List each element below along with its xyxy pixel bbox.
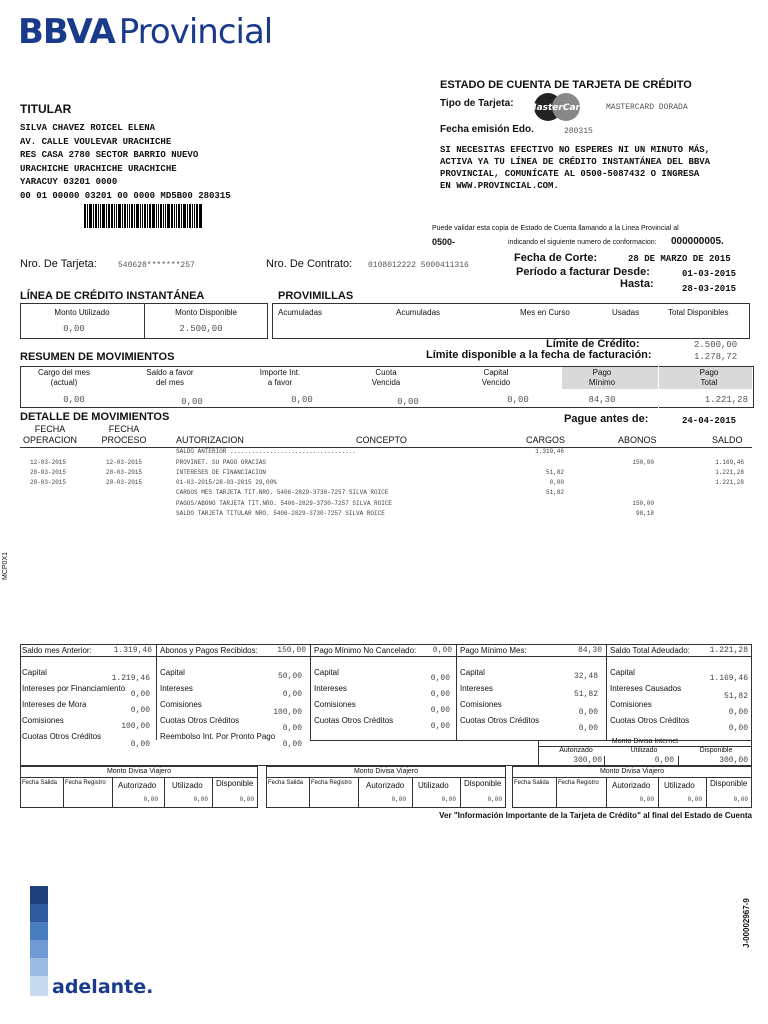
provimillas-header: Acumuladas [278, 308, 323, 317]
summary-header-min-payment: Pago Mínimo [588, 368, 616, 387]
promo-line: ACTIVA YA TU LÍNEA DE CRÉDITO INSTANTÁNEA DEL BBVA [440, 157, 711, 167]
travel-header: Autorizado [366, 781, 405, 790]
pay-before-label: Pague antes de: [564, 413, 649, 425]
internet-value: 300,00 [719, 756, 748, 765]
holder-line: 00 01 00000 03201 00 0000 MD5B00 280315 [20, 190, 231, 201]
travel-header: Autorizado [118, 781, 157, 790]
row-op-date: 28-03-2015 [30, 469, 67, 476]
holder-address [20, 122, 231, 203]
col5-value: 0,00 [728, 708, 748, 717]
summary-value: 0,00 [397, 397, 419, 407]
period-to-label: Hasta: [620, 278, 654, 290]
total-due-label: Saldo Total Adeudado: [610, 646, 690, 655]
col4-value: 32,48 [573, 672, 598, 681]
row-proc-date: 28-03-2015 [106, 469, 143, 476]
row-op-date: 28-03-2015 [30, 479, 67, 486]
col-operation-date: FECHA OPERACION [22, 424, 77, 445]
internet-currency-title: Monto Divisa Internet [611, 738, 679, 745]
min-unpaid-label: Pago Mínimo No Cancelado: [314, 646, 417, 655]
col5-value: 51,82 [723, 692, 748, 701]
row-charge: 51,82 [545, 489, 564, 496]
travel-header: Utilizado [664, 781, 695, 790]
table-row [0, 479, 768, 489]
internet-value: 300,00 [573, 756, 602, 765]
row-charge: 51,82 [545, 469, 564, 476]
col2-label: Comisiones [160, 700, 202, 709]
document-code: J-00002967-9 [742, 898, 751, 948]
travel-header: Fecha Salida [514, 780, 550, 786]
card-type-label: Tipo de Tarjeta: [440, 98, 514, 109]
row-concept: INTERESES DE FINANCIACION [176, 469, 267, 476]
credit-limit-label: Límite de Crédito: [546, 338, 640, 350]
col3-label: Cuotas Otros Créditos [314, 716, 394, 725]
row-concept: SALDO ANTERIOR ................................... [176, 448, 357, 455]
summary-header-capital: Capital Vencido [481, 368, 511, 387]
prev-balance-label: Saldo mes Anterior: [22, 646, 92, 655]
travel-currency-title: Monto Divisa Viajero [106, 768, 172, 775]
cutoff-label: Fecha de Corte: [514, 252, 598, 264]
validation-hint: indicando el siguiente numero de conformacion: [508, 239, 657, 246]
travel-value: 0,00 [639, 796, 654, 803]
table-row [0, 510, 768, 520]
col3-value: 0,00 [430, 722, 450, 731]
card-number-value: 540628*******257 [118, 261, 195, 270]
col4-label: Comisiones [460, 700, 502, 709]
row-payment: 150,00 [632, 500, 654, 507]
col1-value: 1.219,46 [111, 674, 150, 683]
col3-label: Comisiones [314, 700, 356, 709]
col5-value: 0,00 [728, 724, 748, 733]
col3-value: 0,00 [430, 674, 450, 683]
holder-line: SILVA CHAVEZ ROICEL ELENA [20, 123, 156, 133]
adelante-slogan: adelante. [52, 976, 154, 998]
holder-line: YARACUY 03201 0000 [20, 177, 118, 187]
table-row [0, 500, 768, 510]
table-row [0, 489, 768, 499]
col-charges: CARGOS [526, 435, 566, 445]
row-op-date: 12-03-2015 [30, 459, 67, 466]
holder-label: TITULAR [20, 102, 72, 116]
travel-value: 0,00 [441, 796, 456, 803]
col2-value: 0,00 [282, 690, 302, 699]
internet-value: 0,00 [654, 756, 674, 765]
summary-value: 0,00 [291, 395, 313, 405]
col4-label: Capital [460, 668, 485, 677]
travel-header: Autorizado [612, 781, 651, 790]
available-limit-label: Límite disponible a la fecha de facturación: [426, 349, 652, 361]
validation-phone: 0500- [432, 237, 456, 247]
holder-line: AV. CALLE VOULEVAR URACHICHE [20, 136, 172, 147]
summary-header-charge: Cargo del mes (actual) [37, 368, 91, 387]
min-unpaid-value: 0,00 [432, 646, 452, 655]
row-concept: PROVINET. SU PAGO GRACIAS [176, 459, 267, 466]
col2-label: Capital [160, 668, 185, 677]
footer-note: Ver "Información Importante de la Tarjeta de Crédito" al final del Estado de Cuenta [439, 811, 752, 820]
col-concept: CONCEPTO [356, 435, 407, 445]
col2-value: 0,00 [282, 740, 302, 749]
period-from-value: 01-03-2015 [682, 269, 737, 279]
col4-label: Intereses [460, 684, 493, 693]
period-to-value: 28-03-2015 [682, 284, 737, 294]
total-due-value: 1.221,28 [709, 646, 748, 655]
col1-label: Intereses por Financiamiento [22, 684, 126, 693]
col3-label: Intereses [314, 684, 347, 693]
travel-header: Disponible [464, 779, 502, 788]
travel-header: Fecha Registro [558, 780, 599, 786]
travel-header: Fecha Registro [311, 780, 352, 786]
travel-header: Utilizado [418, 781, 449, 790]
col1-label: Comisiones [22, 716, 64, 725]
summary-header-total-payment: Pago Total [699, 368, 719, 387]
col5-label: Comisiones [610, 700, 652, 709]
row-balance: 1.221,28 [715, 469, 744, 476]
col1-value: 100,00 [121, 722, 150, 731]
col1-value: 0,00 [130, 706, 150, 715]
col1-value: 0,00 [130, 740, 150, 749]
col5-value: 1.169,46 [709, 674, 748, 683]
col2-label: Cuotas Otros Créditos [160, 716, 240, 725]
travel-header: Utilizado [172, 781, 203, 790]
col-balance: SALDO [712, 435, 743, 445]
mastercard-logo-text: MasterCard [530, 103, 584, 113]
row-concept: CARGOS MES TARJETA TIT.NRO. 5406-2829-3730-7257 SILVA ROICE [176, 489, 389, 496]
payments-received-label: Abonos y Pagos Recibidos: [160, 646, 258, 655]
col3-value: 0,00 [430, 706, 450, 715]
travel-value: 0,00 [143, 796, 158, 803]
used-amount-label: Monto Utilizado [54, 308, 110, 317]
row-payment: 150,00 [632, 459, 654, 466]
row-concept: 01-03-2015/28-03-2015 29,00% [176, 479, 277, 486]
col1-label: Cuotas Otros Créditos [22, 732, 102, 741]
summary-value: 0,00 [63, 395, 85, 405]
statement-title: ESTADO DE CUENTA DE TARJETA DE CRÉDITO [440, 79, 692, 91]
row-balance: 1.221,28 [715, 479, 744, 486]
pay-before-value: 24-04-2015 [682, 416, 737, 426]
provimillas-title: PROVIMILLAS [278, 290, 354, 302]
travel-value: 0,00 [487, 796, 502, 803]
col2-value: 0,00 [282, 724, 302, 733]
holder-line: URACHICHE URACHICHE URACHICHE [20, 163, 177, 174]
side-code: MCP0X1 [2, 551, 9, 580]
card-type-value: MASTERCARD DORADA [606, 103, 688, 112]
table-row [0, 469, 768, 479]
period-from-label: Período a facturar Desde: [516, 266, 650, 278]
cutoff-value: 28 DE MARZO DE 2015 [628, 254, 731, 264]
row-balance: 1.169,46 [715, 459, 744, 466]
prev-balance-value: 1.319,46 [113, 646, 152, 655]
row-concept: SALDO TARJETA TITULAR NRO. 5406-2829-3730-7257 SILVA ROICE [176, 510, 385, 517]
summary-total-payment-value: 1.221,28 [704, 395, 748, 405]
available-limit-value: 1.278,72 [694, 352, 738, 362]
promo-line: SI NECESITAS EFECTIVO NO ESPERES NI UN MINUTO MÁS, [440, 145, 711, 155]
travel-value: 0,00 [391, 796, 406, 803]
validation-note: Puede validar esta copia de Estado de Cuenta llamando a la Linea Provincial al [432, 225, 679, 232]
provimillas-header: Usadas [612, 308, 640, 317]
col2-label: Intereses [160, 684, 193, 693]
col1-value: 0,00 [130, 690, 150, 699]
internet-header: Autorizado [559, 747, 593, 754]
contract-value: 0108012222 5000411316 [368, 261, 469, 270]
col3-value: 0,00 [430, 690, 450, 699]
col-process-date: FECHA PROCESO [101, 424, 147, 445]
col4-value: 0,00 [578, 708, 598, 717]
travel-header: Disponible [216, 779, 254, 788]
card-number-label: Nro. De Tarjeta: [20, 258, 97, 270]
travel-currency-title: Monto Divisa Viajero [599, 768, 665, 775]
col2-value: 50,00 [277, 672, 302, 681]
contract-label: Nro. De Contrato: [266, 258, 353, 270]
provimillas-header: Acumuladas [396, 308, 441, 317]
summary-value: 0,00 [507, 395, 529, 405]
col5-label: Cuotas Otros Créditos [610, 716, 690, 725]
summary-value: 0,00 [181, 397, 203, 407]
promo-message [440, 144, 710, 192]
credit-limit-value: 2.500,00 [694, 340, 738, 350]
summary-header-installment: Cuota Vencida [371, 368, 401, 387]
available-amount-label: Monto Disponible [175, 308, 237, 317]
bbva-provincial-logo [18, 12, 272, 52]
table-row [0, 459, 768, 469]
travel-header: Fecha Salida [268, 780, 304, 786]
provimillas-header: Mes en Curso [520, 308, 570, 317]
issue-date-value: 280315 [564, 127, 593, 136]
row-concept: PAGOS/ABONO TARJETA TIT.NRO. 5406-2829-3730-7257 SILVA ROICE [176, 500, 393, 507]
provimillas-header: Total Disponibles [668, 308, 729, 317]
col1-label: Capital [22, 668, 47, 677]
available-amount-value: 2.500,00 [179, 324, 223, 334]
col4-value: 0,00 [578, 724, 598, 733]
col-payments: ABONOS [618, 435, 657, 445]
min-month-label: Pago Mínimo Mes: [460, 646, 527, 655]
mastercard-icon [530, 92, 584, 122]
provincial-wordmark: Provincial [118, 12, 273, 52]
bbva-wordmark: BBVA [18, 12, 115, 52]
col1-label: Intereses de Mora [22, 700, 87, 709]
instant-credit-title: LÍNEA DE CRÉDITO INSTANTÁNEA [20, 290, 205, 302]
payments-received-value: 150,00 [277, 646, 306, 655]
summary-header-credit: Saldo a favor del mes [146, 368, 194, 387]
travel-value: 0,00 [733, 796, 748, 803]
row-charge: 1.319,46 [535, 448, 564, 455]
row-charge: 0,00 [549, 479, 564, 486]
min-month-value: 84,30 [577, 646, 602, 655]
col3-label: Capital [314, 668, 339, 677]
adelante-bars-icon [30, 886, 48, 996]
internet-header: Disponible [699, 747, 733, 754]
issue-date-label: Fecha emisión Edo. [440, 124, 534, 135]
col4-label: Cuotas Otros Créditos [460, 716, 540, 725]
summary-header-interest: Importe Int. a favor [259, 368, 301, 387]
col2-value: 100,00 [273, 708, 302, 717]
col-authorization: AUTORIZACION [176, 435, 244, 445]
row-proc-date: 28-03-2015 [106, 479, 143, 486]
travel-currency-title: Monto Divisa Viajero [353, 768, 419, 775]
detail-title: DETALLE DE MOVIMIENTOS [20, 411, 170, 423]
used-amount-value: 0,00 [63, 324, 85, 334]
col5-label: Intereses Causados [610, 684, 682, 693]
travel-value: 0,00 [193, 796, 208, 803]
travel-value: 0,00 [687, 796, 702, 803]
table-row [0, 448, 768, 458]
col2-label: Reembolso Int. Por Pronto Pago [160, 732, 276, 741]
summary-title: RESUMEN DE MOVIMIENTOS [20, 351, 175, 363]
promo-line: EN WWW.PROVINCIAL.COM. [440, 181, 559, 191]
postal-barcode [84, 204, 203, 228]
row-payment: 98,18 [635, 510, 654, 517]
col5-label: Capital [610, 668, 635, 677]
travel-value: 0,00 [239, 796, 254, 803]
travel-header: Fecha Salida [22, 780, 58, 786]
internet-header: Utilizado [630, 747, 658, 754]
col4-value: 51,82 [573, 690, 598, 699]
summary-min-payment-value: 84,30 [588, 395, 616, 405]
holder-line: RES CASA 2780 SECTOR BARRIO NUEVO [20, 150, 199, 160]
travel-header: Disponible [710, 779, 748, 788]
row-proc-date: 12-03-2015 [106, 459, 143, 466]
travel-header: Fecha Registro [65, 780, 106, 786]
validation-code: 000000005. [671, 236, 724, 247]
promo-line: PROVINCIAL, COMUNÍCATE AL 0500-5087432 O INGRESA [440, 169, 700, 179]
